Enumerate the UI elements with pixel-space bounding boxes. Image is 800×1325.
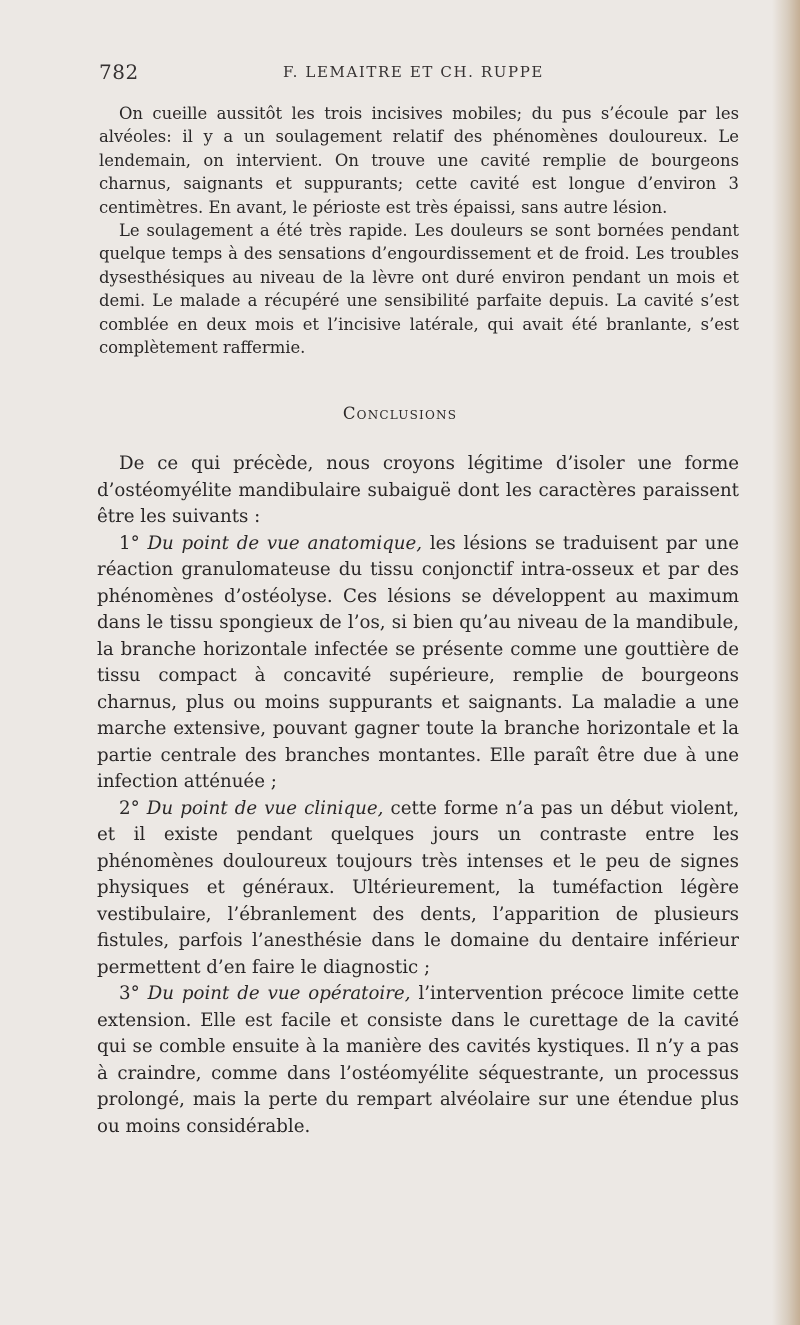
- conclusions-intro: De ce qui précède, nous croyons légitime d’isoler une forme d’ostéomyélite mandibulaire subaiguë dont les caractères paraissent être les suivants :: [97, 453, 739, 527]
- conclusion-item-operatoire: [97, 981, 739, 1140]
- item-marker: 3°: [119, 983, 140, 1004]
- page-edge-shadow: [772, 0, 800, 1325]
- case-paragraph-1: On cueille aussitôt les trois incisives mobiles; du pus s’écoule par les alvéoles: il y a un soulagement relatif des phénomènes douloureux. Le lendemain, on intervient. On trouve une cavité remplie de bourgeons charnus, saignants et suppurants; cette cavité est longue d’environ 3 centimètres. En avant, le périoste est très épaissi, sans autre lésion.: [99, 104, 739, 217]
- item-heading: Du point de vue clinique,: [146, 797, 384, 819]
- running-head: F. LEMAITRE ET CH. RUPPE: [283, 63, 544, 81]
- item-text: l’intervention précoce limite cette extension. Elle est facile et consiste dans le curettage de la cavité qui se comble ensuite à la manière des cavités kystiques. Il n’y a pas à craindre, comme dans l’ostéomyélite séquestrante, un processus prolongé, mais la perte du rempart alvéolaire sur une étendue plus ou moins considérable.: [97, 983, 739, 1137]
- item-heading: Du point de vue anatomique,: [147, 532, 423, 554]
- item-marker: 2°: [119, 797, 140, 819]
- page-number: 782: [99, 60, 139, 84]
- case-report-text: [99, 102, 739, 359]
- conclusions-body: [97, 451, 739, 1140]
- item-text: les lésions se traduisent par une réaction granulomateuse du tissu conjonctif intra-osseux et par des phénomènes d’ostéolyse. Ces lésions se développent au maximum dans le tissu spongieux de l’os, si bien qu’au niveau de la mandibule, la branche horizontale infectée se présente comme une gouttière de tissu compact à concavité supérieure, remplie de bourgeons charnus, plus ou moins suppurants et saignants. La maladie a une marche extensive, pouvant gagner toute la branche horizontale et la partie centrale des branches montantes. Elle paraît être due à une infection atténuée ;: [97, 532, 739, 792]
- conclusion-item-anatomique: [97, 531, 739, 796]
- item-marker: 1°: [119, 532, 140, 554]
- item-heading: Du point de vue opératoire,: [147, 983, 411, 1004]
- conclusion-item-clinique: [97, 796, 739, 982]
- page-header: [99, 60, 739, 90]
- item-text: cette forme n’a pas un début violent, et il existe pendant quelques jours un contraste entre les phénomènes douloureux toujours très intenses et le peu de signes physiques et généraux. Ultérieurement, la tuméfaction légère vestibulaire, l’ébranlement des dents, l’apparition de plusieurs fistules, parfois l’anesthésie dans le domaine du dentaire inférieur permettent d’en faire le diagnostic ;: [97, 797, 739, 978]
- case-paragraph-2: Le soulagement a été très rapide. Les douleurs se sont bornées pendant quelque temps à des sensations d’engourdissement et de froid. Les troubles dysesthésiques au niveau de la lèvre ont duré environ pendant un mois et demi. Le malade a récupéré une sensibilité parfaite depuis. La cavité s’est comblée en deux mois et l’incisive latérale, qui avait été branlante, s’est complètement raffermie.: [99, 221, 739, 358]
- conclusions-heading: Conclusions: [342, 404, 458, 423]
